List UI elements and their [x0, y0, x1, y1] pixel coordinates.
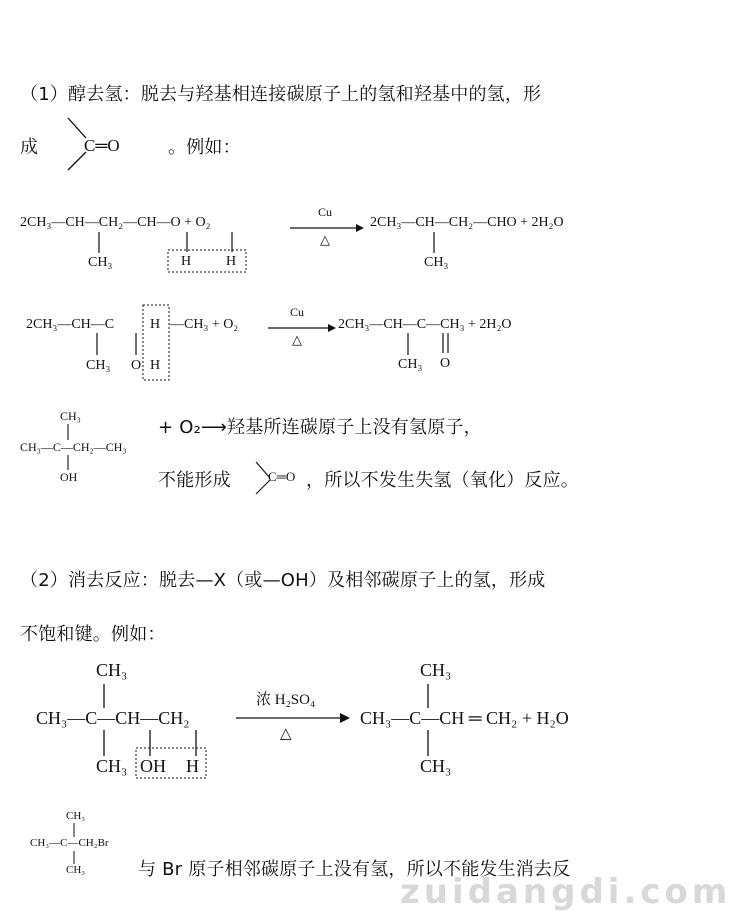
eq4-top: CH₃ [96, 660, 128, 680]
eq1-left: 2CH₃—CH—CH₂—CH—O + O₂ [20, 215, 211, 230]
eq2-right-branch: CH₃ [398, 357, 423, 372]
eq4-oh: OH [140, 756, 166, 776]
eq2-left-tail: —CH₃ + O₂ [170, 317, 239, 332]
eq1-h1: H [181, 254, 192, 269]
eq2-catalyst: Cu [290, 305, 305, 319]
carbonyl-group: C═O [84, 136, 120, 155]
eq1-h2: H [226, 254, 237, 269]
eq3-text2-end: ，所以不发生失氢（氧化）反应。 [306, 470, 579, 491]
br-text: 与 Br 原子相邻碳原子上没有氢，所以不能发生消去反 [138, 859, 571, 880]
section1-line1: （1）醇去氢：脱去与羟基相连接碳原子上的氢和羟基中的氢，形 [20, 84, 542, 105]
br-bottom: CH₃ [66, 864, 86, 876]
eq2-right: 2CH₃—CH—C—CH₃ + 2H₂O [338, 317, 512, 332]
section1-line2-end: 。例如： [168, 137, 241, 158]
eq4-heat: △ [280, 726, 292, 742]
eq2-branch: CH₃ [86, 358, 111, 373]
br-mid: CH₃—C—CH₂Br [30, 837, 109, 849]
section2-line1: （2）消去反应：脱去—X（或—OH）及相邻碳原子上的氢，形成 [20, 570, 546, 591]
eq2-heat: △ [292, 332, 302, 347]
eq4-bottom-left: CH₃ [96, 756, 128, 776]
section1-line2-start: 成 [20, 137, 39, 158]
eq3-carbonyl: C═O [268, 469, 296, 484]
eq3-text1: + O₂⟶羟基所连碳原子上没有氢原子， [158, 417, 482, 438]
section2-line2: 不饱和键。例如： [20, 624, 166, 645]
eq1-branch: CH₃ [88, 255, 113, 270]
eq2-left: 2CH₃—CH—C [26, 317, 115, 332]
br-top: CH₃ [66, 810, 86, 822]
eq4-right-top: CH₃ [420, 660, 452, 680]
eq1-heat: △ [320, 232, 330, 247]
eq2-boxed-h: H [150, 317, 161, 332]
eq3-bottom: OH [60, 470, 78, 484]
eq4-h: H [186, 756, 199, 776]
eq1-right: 2CH₃—CH—CH₂—CHO + 2H₂O [370, 215, 564, 230]
eq2-h: H [150, 358, 161, 373]
eq2-o: O [131, 358, 142, 373]
eq1-right-branch: CH₃ [424, 255, 449, 270]
eq2-right-o: O [440, 356, 451, 371]
watermark: zuidangdi.com [400, 872, 731, 912]
eq4-right-bottom: CH₃ [420, 756, 452, 776]
eq3-mid: CH₃—C—CH₂—CH₃ [20, 440, 127, 454]
eq4-right-mid: CH₃—C—CH ═ CH₂ + H₂O [360, 708, 569, 728]
eq3-text2-start: 不能形成 [158, 470, 231, 491]
eq4-catalyst: 浓 H₂SO₄ [256, 692, 316, 708]
eq3-top: CH₃ [60, 409, 81, 423]
eq4-mid: CH₃—C—CH—CH₂ [36, 708, 190, 728]
eq1-catalyst: Cu [318, 205, 333, 219]
